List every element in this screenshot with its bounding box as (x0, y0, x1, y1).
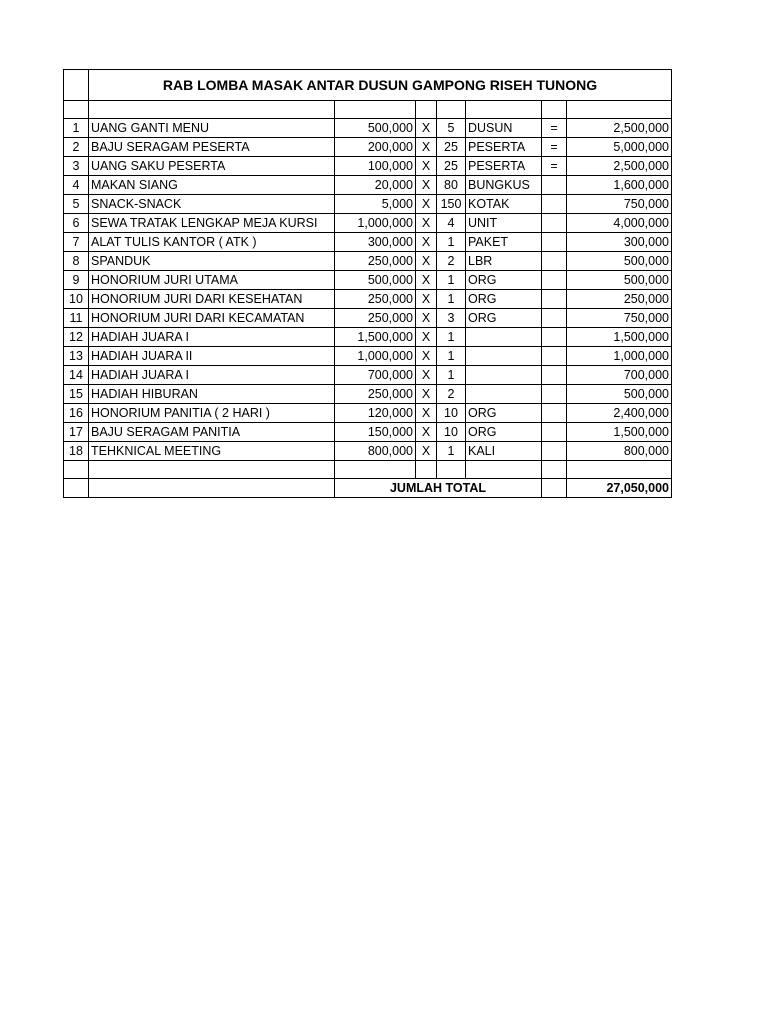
table-row (64, 233, 672, 252)
unit-price: 250,000 (335, 290, 416, 309)
equals-sign (542, 442, 567, 461)
table-row (64, 328, 672, 347)
quantity: 25 (437, 157, 466, 176)
table-row (64, 195, 672, 214)
equals-sign (542, 271, 567, 290)
multiply-sign: X (416, 214, 437, 233)
item-description: ALAT TULIS KANTOR ( ATK ) (89, 233, 335, 252)
multiply-sign: X (416, 309, 437, 328)
table-row (64, 119, 672, 138)
row-number: 2 (64, 138, 89, 157)
table-row (64, 404, 672, 423)
unit-label (466, 328, 542, 347)
row-number: 17 (64, 423, 89, 442)
quantity: 3 (437, 309, 466, 328)
item-description: SEWA TRATAK LENGKAP MEJA KURSI (89, 214, 335, 233)
unit-price: 300,000 (335, 233, 416, 252)
equals-sign (542, 423, 567, 442)
multiply-sign: X (416, 347, 437, 366)
line-total: 500,000 (567, 385, 672, 404)
table-row (64, 290, 672, 309)
item-description: BAJU SERAGAM PANITIA (89, 423, 335, 442)
equals-sign (542, 404, 567, 423)
unit-label: PESERTA (466, 157, 542, 176)
row-number: 6 (64, 214, 89, 233)
equals-sign (542, 328, 567, 347)
line-total: 1,000,000 (567, 347, 672, 366)
unit-label (466, 366, 542, 385)
equals-sign (542, 195, 567, 214)
title-row (64, 70, 672, 101)
quantity: 2 (437, 252, 466, 271)
unit-label: PAKET (466, 233, 542, 252)
unit-price: 1,500,000 (335, 328, 416, 347)
multiply-sign: X (416, 404, 437, 423)
line-total: 750,000 (567, 195, 672, 214)
row-number: 10 (64, 290, 89, 309)
item-description: SNACK-SNACK (89, 195, 335, 214)
multiply-sign: X (416, 271, 437, 290)
item-description: HONORIUM JURI DARI KESEHATAN (89, 290, 335, 309)
line-total: 250,000 (567, 290, 672, 309)
unit-price: 120,000 (335, 404, 416, 423)
multiply-sign: X (416, 385, 437, 404)
unit-label: KOTAK (466, 195, 542, 214)
multiply-sign: X (416, 252, 437, 271)
row-number: 13 (64, 347, 89, 366)
line-total: 500,000 (567, 271, 672, 290)
title-empty-cell (64, 70, 89, 101)
unit-label: BUNGKUS (466, 176, 542, 195)
row-number: 7 (64, 233, 89, 252)
table-row (64, 176, 672, 195)
unit-price: 250,000 (335, 385, 416, 404)
multiply-sign: X (416, 290, 437, 309)
quantity: 1 (437, 271, 466, 290)
table-row (64, 347, 672, 366)
equals-sign (542, 290, 567, 309)
line-total: 300,000 (567, 233, 672, 252)
item-description: BAJU SERAGAM PESERTA (89, 138, 335, 157)
multiply-sign: X (416, 233, 437, 252)
quantity: 10 (437, 404, 466, 423)
table-row (64, 442, 672, 461)
line-total: 800,000 (567, 442, 672, 461)
equals-sign: = (542, 157, 567, 176)
row-number: 18 (64, 442, 89, 461)
multiply-sign: X (416, 176, 437, 195)
row-number: 9 (64, 271, 89, 290)
equals-sign: = (542, 138, 567, 157)
item-description: HADIAH JUARA II (89, 347, 335, 366)
line-total: 750,000 (567, 309, 672, 328)
unit-label (466, 347, 542, 366)
line-total: 1,500,000 (567, 423, 672, 442)
quantity: 80 (437, 176, 466, 195)
line-total: 4,000,000 (567, 214, 672, 233)
row-number: 3 (64, 157, 89, 176)
unit-label: PESERTA (466, 138, 542, 157)
equals-sign (542, 347, 567, 366)
line-total: 1,600,000 (567, 176, 672, 195)
line-total: 500,000 (567, 252, 672, 271)
unit-label: LBR (466, 252, 542, 271)
unit-price: 1,000,000 (335, 214, 416, 233)
document-title: RAB LOMBA MASAK ANTAR DUSUN GAMPONG RISEH TUNONG (89, 70, 672, 101)
quantity: 4 (437, 214, 466, 233)
unit-price: 250,000 (335, 309, 416, 328)
quantity: 25 (437, 138, 466, 157)
budget-table (63, 69, 672, 498)
item-description: HADIAH JUARA I (89, 366, 335, 385)
row-number: 15 (64, 385, 89, 404)
item-description: HONORIUM JURI UTAMA (89, 271, 335, 290)
row-number: 12 (64, 328, 89, 347)
line-total: 5,000,000 (567, 138, 672, 157)
table-row (64, 252, 672, 271)
unit-label: DUSUN (466, 119, 542, 138)
spacer-row-bottom (64, 461, 672, 479)
equals-sign: = (542, 119, 567, 138)
item-description: HONORIUM JURI DARI KECAMATAN (89, 309, 335, 328)
item-description: MAKAN SIANG (89, 176, 335, 195)
line-total: 2,400,000 (567, 404, 672, 423)
row-number: 11 (64, 309, 89, 328)
unit-price: 20,000 (335, 176, 416, 195)
total-label: JUMLAH TOTAL (335, 479, 542, 498)
quantity: 1 (437, 290, 466, 309)
line-total: 1,500,000 (567, 328, 672, 347)
unit-label: ORG (466, 423, 542, 442)
unit-label: ORG (466, 290, 542, 309)
item-description: HONORIUM PANITIA ( 2 HARI ) (89, 404, 335, 423)
quantity: 2 (437, 385, 466, 404)
quantity: 150 (437, 195, 466, 214)
unit-label: UNIT (466, 214, 542, 233)
line-total: 2,500,000 (567, 119, 672, 138)
grand-total: 27,050,000 (567, 479, 672, 498)
table-row (64, 214, 672, 233)
item-description: SPANDUK (89, 252, 335, 271)
row-number: 1 (64, 119, 89, 138)
row-number: 5 (64, 195, 89, 214)
row-number: 4 (64, 176, 89, 195)
multiply-sign: X (416, 138, 437, 157)
multiply-sign: X (416, 423, 437, 442)
unit-price: 500,000 (335, 119, 416, 138)
row-number: 8 (64, 252, 89, 271)
multiply-sign: X (416, 328, 437, 347)
multiply-sign: X (416, 119, 437, 138)
quantity: 1 (437, 442, 466, 461)
unit-price: 250,000 (335, 252, 416, 271)
unit-price: 1,000,000 (335, 347, 416, 366)
multiply-sign: X (416, 366, 437, 385)
equals-sign (542, 252, 567, 271)
item-description: UANG SAKU PESERTA (89, 157, 335, 176)
unit-price: 200,000 (335, 138, 416, 157)
table-row (64, 138, 672, 157)
table-row (64, 366, 672, 385)
multiply-sign: X (416, 157, 437, 176)
quantity: 1 (437, 347, 466, 366)
equals-sign (542, 233, 567, 252)
item-description: HADIAH JUARA I (89, 328, 335, 347)
quantity: 10 (437, 423, 466, 442)
unit-label (466, 385, 542, 404)
unit-label: ORG (466, 271, 542, 290)
unit-price: 800,000 (335, 442, 416, 461)
line-total: 2,500,000 (567, 157, 672, 176)
quantity: 1 (437, 366, 466, 385)
table-row (64, 423, 672, 442)
unit-price: 500,000 (335, 271, 416, 290)
total-row (64, 479, 672, 498)
unit-price: 150,000 (335, 423, 416, 442)
item-description: UANG GANTI MENU (89, 119, 335, 138)
unit-price: 5,000 (335, 195, 416, 214)
item-description: HADIAH HIBURAN (89, 385, 335, 404)
unit-label: ORG (466, 309, 542, 328)
quantity: 5 (437, 119, 466, 138)
unit-price: 700,000 (335, 366, 416, 385)
quantity: 1 (437, 233, 466, 252)
unit-label: KALI (466, 442, 542, 461)
table-row (64, 309, 672, 328)
equals-sign (542, 309, 567, 328)
spacer-row-top (64, 101, 672, 119)
multiply-sign: X (416, 442, 437, 461)
equals-sign (542, 214, 567, 233)
quantity: 1 (437, 328, 466, 347)
item-description: TEHKNICAL MEETING (89, 442, 335, 461)
unit-price: 100,000 (335, 157, 416, 176)
unit-label: ORG (466, 404, 542, 423)
row-number: 16 (64, 404, 89, 423)
equals-sign (542, 176, 567, 195)
table-row (64, 271, 672, 290)
line-total: 700,000 (567, 366, 672, 385)
multiply-sign: X (416, 195, 437, 214)
equals-sign (542, 385, 567, 404)
table-row (64, 385, 672, 404)
table-row (64, 157, 672, 176)
equals-sign (542, 366, 567, 385)
row-number: 14 (64, 366, 89, 385)
